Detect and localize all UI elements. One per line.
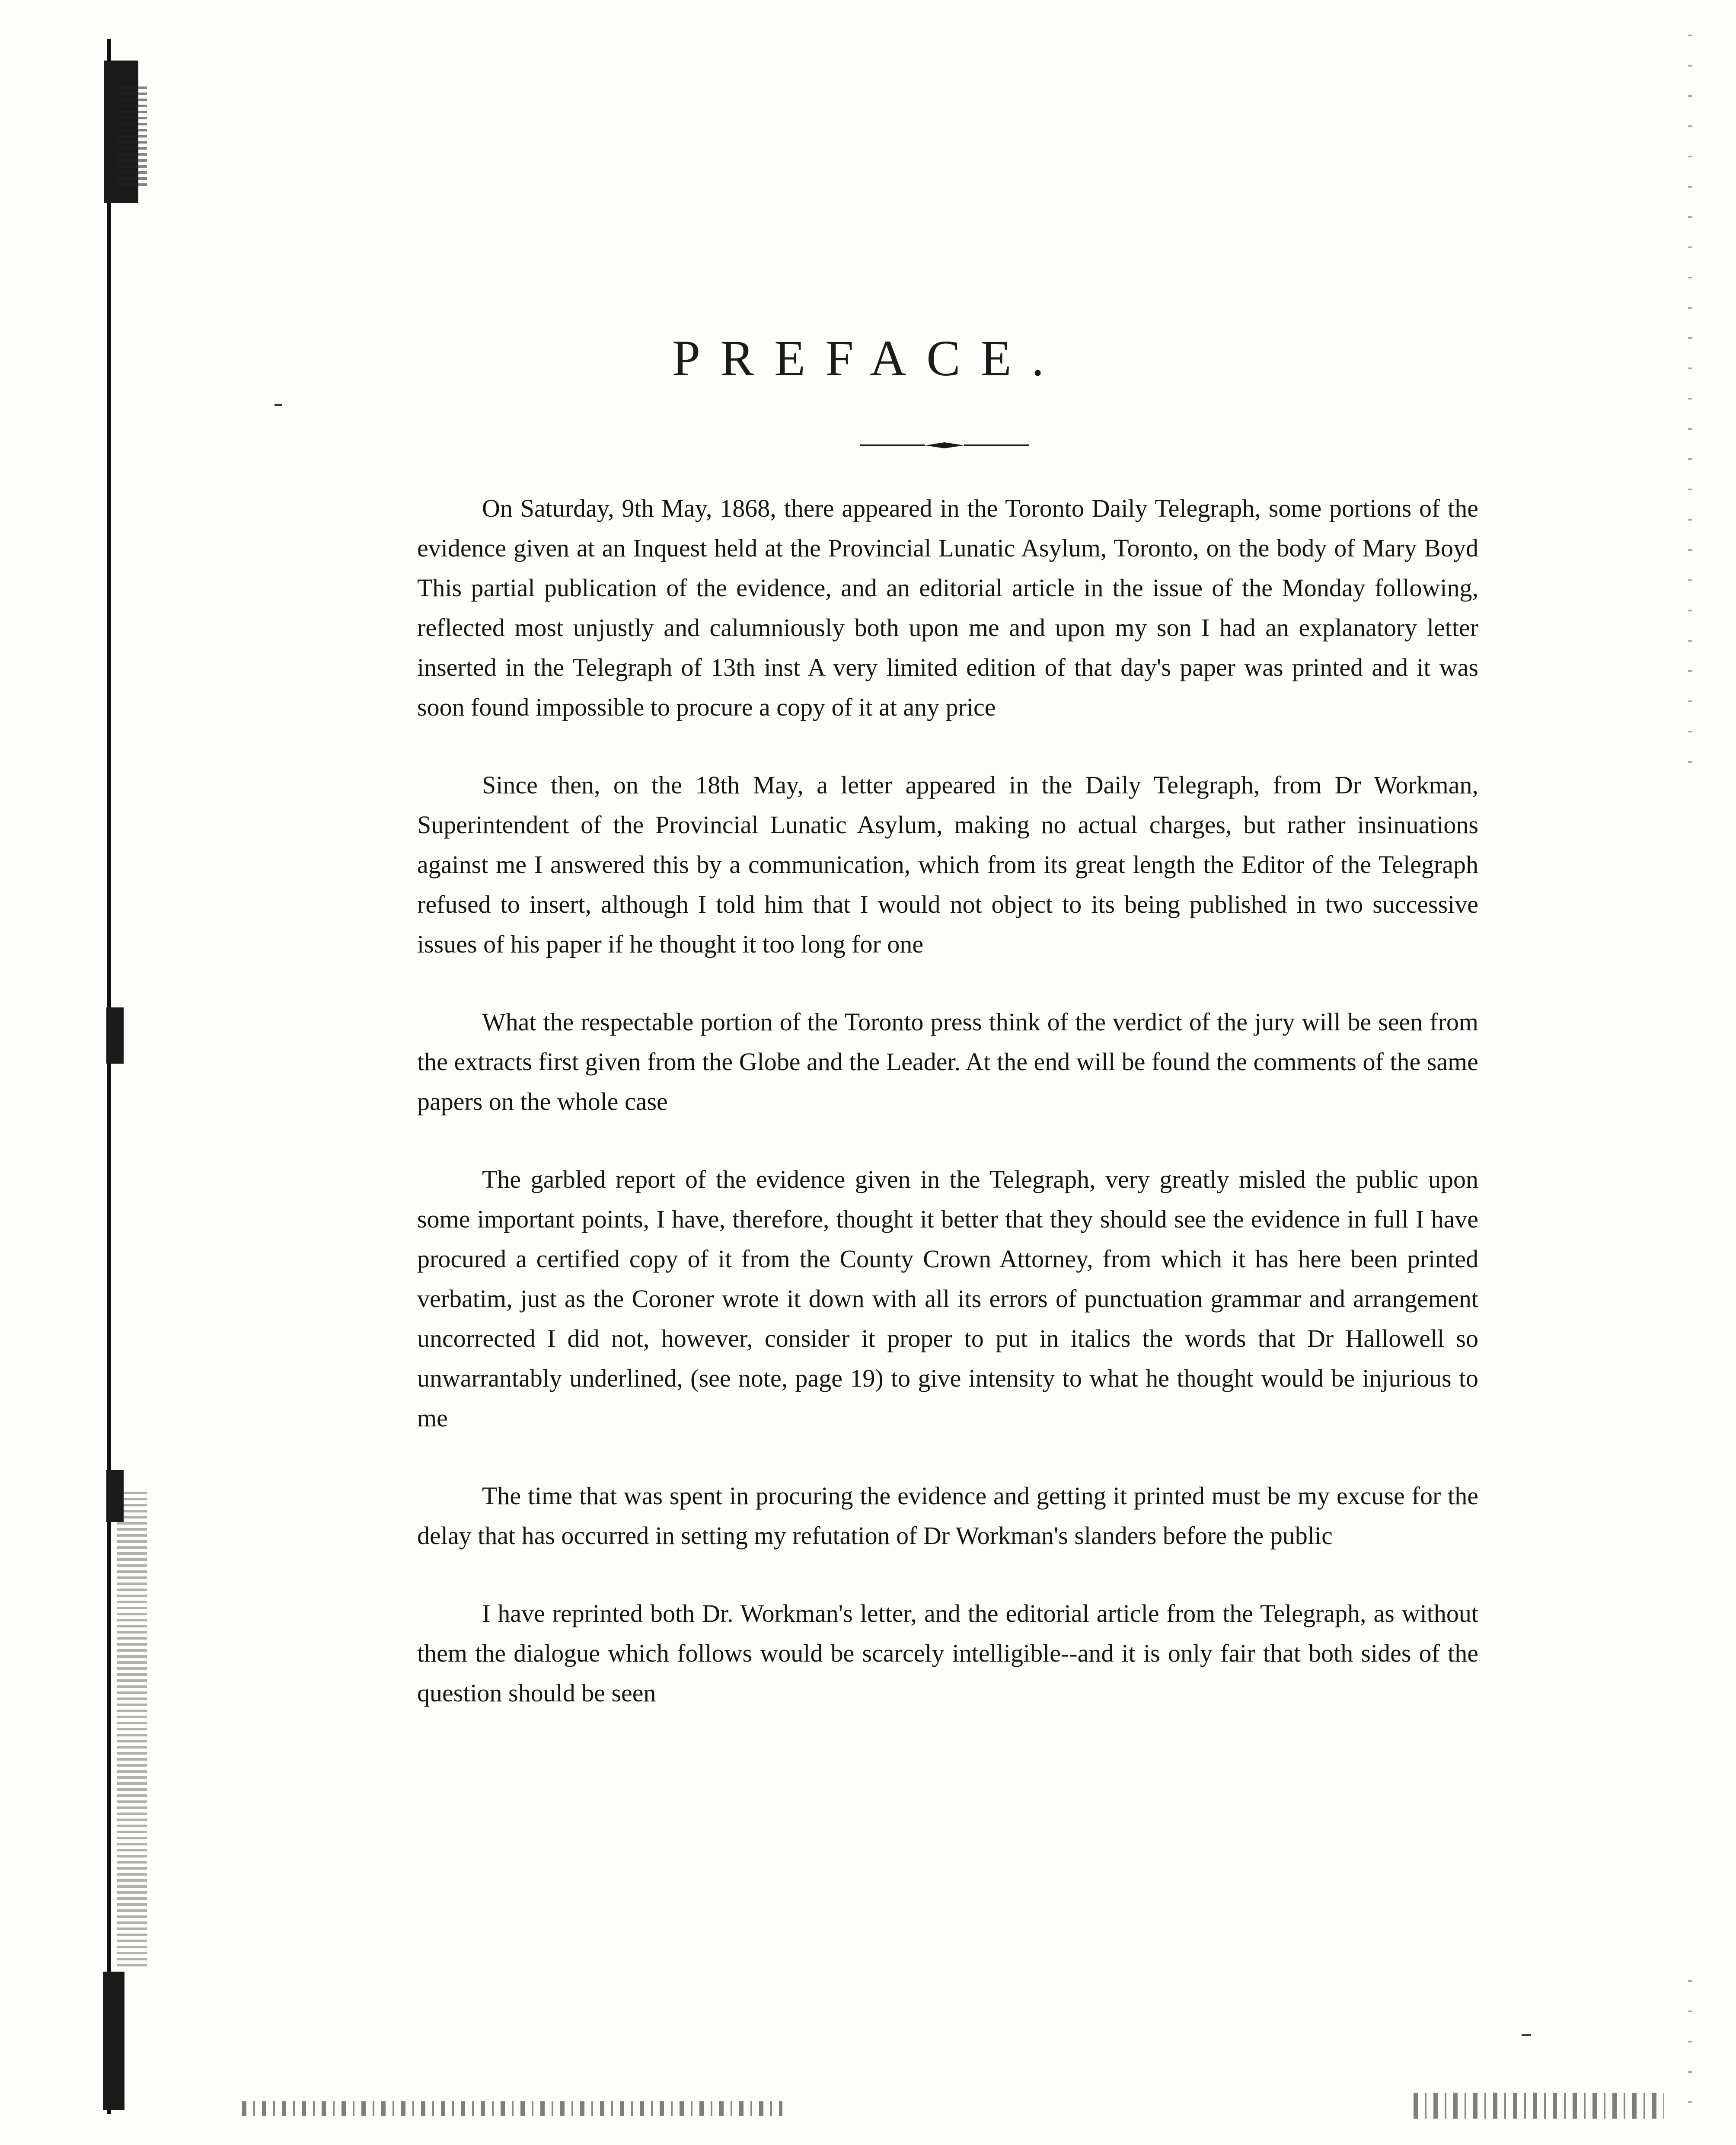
preface-body	[417, 489, 1478, 1751]
binding-blot-mid	[106, 1007, 124, 1064]
binding-blot-bottom	[103, 1972, 124, 2110]
paragraph-5: The time that was spent in procuring the evidence and getting it printed must be my excuse for the delay that has occurred in setting my refutation of Dr Workman's slanders before the public	[417, 1482, 1478, 1550]
paragraph-2: Since then, on the 18th May, a letter appeared in the Daily Telegraph, from Dr Workman, Superintendent of the Provincial Lunatic Asylum, making no actual charges, but rather insinuations against me I answered this by a communication, which from its great length the Editor of the Telegraph refused to insert, although I told him that I would not object to its being published in two successive issues of his paper if he thought it too long for one	[417, 771, 1478, 958]
ornament-divider	[860, 441, 1029, 450]
paragraph-1: On Saturday, 9th May, 1868, there appeared in the Toronto Daily Telegraph, some portions of the evidence given at an Inquest held at the Provincial Lunatic Asylum, Toronto, on the body of Mary Boyd This partial publication of the evidence, and an editorial article in the issue of the Monday following, reflected most unjustly and calumniously both upon me and upon my son I had an explanatory letter inserted in the Telegraph of 13th inst A very limited edition of that day's paper was printed and it was soon found impossible to procure a copy of it at any price	[417, 494, 1478, 721]
paragraph-4: The garbled report of the evidence given in the Telegraph, very greatly misled the public upon some important points, I have, therefore, thought it better that they should see the evidence in full I have procured a certified copy of it from the County Crown Attorney, from which it has here been printed verbatim, just as the Coroner wrote it down with all its errors of punctuation grammar and arrangement uncorrected I did not, however, consider it proper to put in italics the words that Dr Hallowell so unwarrantably underlined, (see note, page 19) to give intensity to what he thought would be injurious to me	[417, 1165, 1478, 1432]
binding-speckle-lower	[117, 1492, 147, 1967]
page-title: PREFACE.	[672, 330, 1064, 387]
right-edge-specks	[1688, 35, 1692, 770]
paragraph-6: I have reprinted both Dr. Workman's letter, and the editorial article from the Telegraph, as without them the dialogue which follows would be scarcely intelligible--and it is only fair that both sides of the question should be seen	[417, 1599, 1478, 1707]
binding-speckle-top	[117, 86, 147, 186]
stray-mark-left	[274, 404, 282, 406]
stray-mark-bottom-right	[1522, 2034, 1531, 2036]
right-edge-specks-lower	[1688, 1980, 1692, 2123]
paragraph-3: What the respectable portion of the Toronto press think of the verdict of the jury will be seen from the extracts first given from the Globe and the Leader. At the end will be found the comments of the same papers on the whole case	[417, 1008, 1478, 1116]
bottom-scan-noise-left	[242, 2101, 782, 2116]
bottom-scan-noise-right	[1414, 2093, 1664, 2119]
